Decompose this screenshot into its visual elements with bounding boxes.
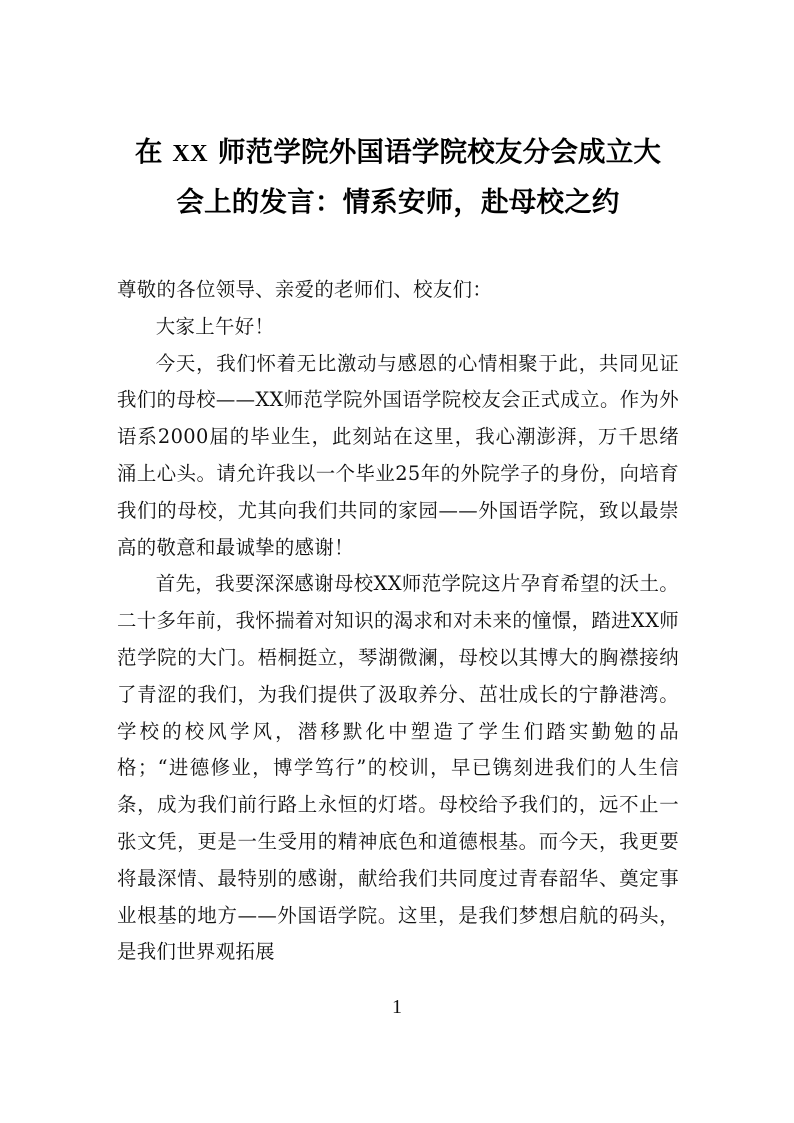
document-body [117,272,679,971]
page-title-line-2: 会上的发言：情系安师，赴母校之约 [176,186,620,217]
paragraph-greeting: 大家上午好！ [155,314,275,338]
page-number: 1 [392,996,402,1018]
page-title [114,128,682,226]
paragraph-1: 今天，我们怀着无比激动与感恩的心情相聚于此，共同见证我们的母校——XX师范学院外国语学院校友会正式成立。作为外语系2000届的毕业生，此刻站在这里，我心潮澎湃，万千思绪涌上心头。请允许我以一个毕业25年的外院学子的身份，向培育我们的母校，尤其向我们共同的家园——外国语学院，致以最崇高的敬意和最诚挚的感谢！ [117,351,679,559]
page-title-line-1: 在 XX 师范学院外国语学院校友分会成立大 [134,136,662,167]
title-placeholder-token: XX [172,141,209,167]
paragraph-2: 首先，我要深深感谢母校XX师范学院这片孕育希望的沃土。二十多年前，我怀揣着对知识的渴求和对未来的憧憬，踏进XX师范学院的大门。梧桐挺立，琴湖微澜，母校以其博大的胸襟接纳了青涩的我们，为我们提供了汲取养分、茁壮成长的宁静港湾。学校的校风学风，潜移默化中塑造了学生们踏实勤勉的品格；“进德修业，博学笃行”的校训，早已镌刻进我们的人生信条，成为我们前行路上永恒的灯塔。母校给予我们的，远不止一张文凭，更是一生受用的精神底色和道德根基。而今天，我更要将最深情、最特别的感谢，献给我们共同度过青春韶华、奠定事业根基的地方——外国语学院。这里，是我们梦想启航的码头，是我们世界观拓展 [117,572,679,964]
paragraph-salutation: 尊敬的各位领导、亲爱的老师们、校友们： [117,278,493,301]
